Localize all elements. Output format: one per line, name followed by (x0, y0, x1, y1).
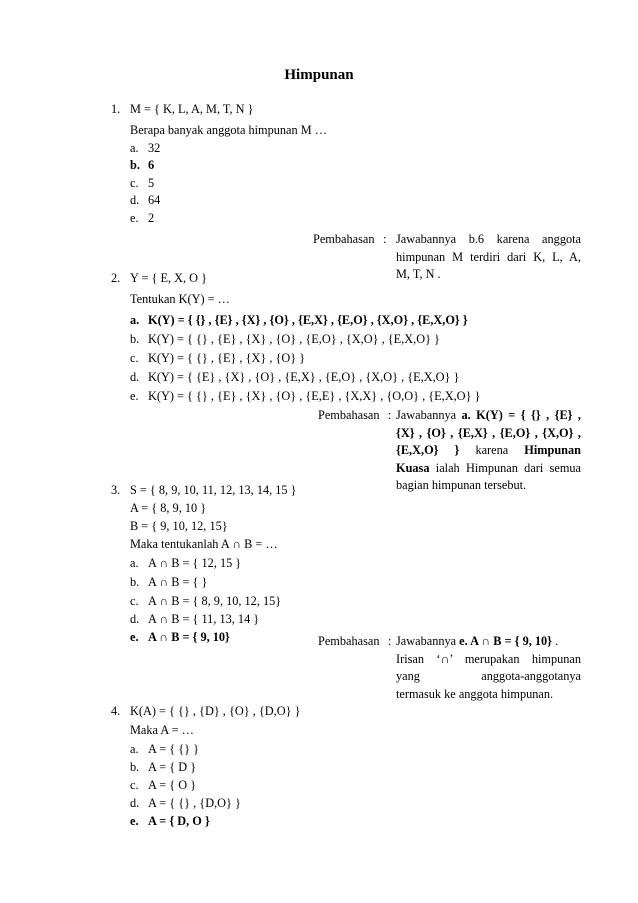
question-number: 2. (111, 271, 121, 285)
option-letter-answer: e. (130, 814, 139, 828)
option-letter: b. (130, 760, 140, 774)
option-text-answer: A = { D, O } (148, 814, 210, 828)
pembahasan-label: Pembahasan (318, 634, 380, 648)
option-text: A ∩ B = { 8, 9, 10, 12, 15} (148, 594, 282, 608)
option-text: K(Y) = { {} , {E} , {X} , {O} , {E,O} , {X,O} , {E,X,O} } (148, 332, 440, 346)
option-text: A = { {} } (148, 742, 200, 756)
pembahasan-colon: : (383, 232, 387, 246)
option-text: A = { {} , {D,O} } (148, 796, 241, 810)
question-set: M = { K, L, A, M, T, N } (130, 102, 254, 116)
pembahasan-colon: : (388, 634, 392, 648)
option-letter: e. (130, 389, 139, 403)
pembahasan-line: bagian himpunan tersebut. (396, 478, 527, 492)
option-letter: c. (130, 594, 139, 608)
option-letter: c. (130, 778, 139, 792)
pembahasan-text (396, 407, 581, 495)
option-text: K(Y) = { {E} , {X} , {O} , {E,X} , {E,O} , {X,O} , {E,X,O} } (148, 370, 460, 384)
option-text: A ∩ B = { } (148, 575, 208, 589)
option-letter: d. (130, 796, 140, 810)
pembahasan-line: termasuk ke anggota himpunan. (396, 686, 554, 701)
page-title: Himpunan (284, 67, 354, 83)
pembahasan-word: ialah Himpunan dari semua (435, 460, 581, 475)
option-text: 64 (148, 193, 161, 207)
option-letter: c. (130, 176, 139, 190)
option-letter: b. (130, 575, 140, 589)
option-text: A ∩ B = { 12, 15 } (148, 556, 242, 570)
option-letter-answer: b. (130, 158, 140, 172)
option-text-answer: 6 (148, 158, 155, 172)
option-letter: b. (130, 332, 140, 346)
pembahasan-colon: : (388, 408, 392, 422)
pembahasan-line (396, 460, 581, 478)
option-letter: a. (130, 141, 139, 155)
pembahasan-line: himpunan M terdiri dari K, L, A, (396, 249, 581, 264)
option-letter: a. (130, 742, 139, 756)
option-text: K(Y) = { {} , {E} , {X} , {O} } (148, 351, 306, 365)
question-prompt: Tentukan K(Y) = … (130, 292, 230, 306)
pembahasan-line (396, 407, 581, 425)
pembahasan-line (396, 633, 581, 651)
pembahasan-word: . (555, 634, 559, 648)
question-number: 1. (111, 102, 121, 116)
pembahasan-word: karena (475, 443, 509, 457)
option-text: K(Y) = { {} , {E} , {X} , {O} , {E,E} , {X,X} , {O,O} , {E,X,O} } (148, 389, 481, 403)
question-set: K(A) = { {} , {D} , {O} , {D,O} } (130, 704, 301, 718)
question-number: 4. (111, 704, 121, 718)
option-letter-answer: e. (130, 630, 139, 644)
pembahasan-term: Kuasa (396, 460, 430, 475)
pembahasan-word: Jawabannya (396, 634, 457, 648)
option-letter: c. (130, 351, 139, 365)
option-text: A ∩ B = { 11, 13, 14 } (148, 612, 260, 626)
option-letter: d. (130, 193, 140, 207)
pembahasan-line: yang anggota-anggotanya (396, 669, 581, 683)
pembahasan-text (396, 231, 581, 284)
option-text-answer: K(Y) = { {} , {E} , {X} , {O} , {E,X} , {E,O} , {X,O} , {E,X,O} } (148, 313, 468, 327)
question-set: Y = { E, X, O } (130, 271, 208, 285)
pembahasan-word: Jawabannya (396, 408, 457, 422)
option-text-answer: A ∩ B = { 9, 10} (148, 630, 230, 644)
pembahasan-term: Himpunan (524, 443, 581, 457)
question-number: 3. (111, 483, 121, 497)
pembahasan-answer: {E,X,O} } (396, 443, 460, 457)
question-prompt: Berapa banyak anggota himpunan M … (130, 123, 328, 137)
option-text: A = { D } (148, 760, 197, 774)
pembahasan-answer: a. K(Y) = { {} , {E} , (461, 408, 581, 422)
question-set: A = { 8, 9, 10 } (130, 501, 207, 515)
question-prompt: Maka tentukanlah A ∩ B = … (130, 537, 278, 551)
pembahasan-line: Irisan ‘∩’ merupakan himpunan (396, 651, 581, 666)
pembahasan-label: Pembahasan (318, 408, 380, 422)
option-letter: e. (130, 211, 139, 225)
option-letter: a. (130, 556, 139, 570)
question-set: S = { 8, 9, 10, 11, 12, 13, 14, 15 } (130, 483, 297, 497)
pembahasan-line (396, 442, 581, 460)
option-text: 2 (148, 211, 155, 225)
option-letter: d. (130, 612, 140, 626)
pembahasan-line: M, T, N . (396, 267, 441, 281)
question-set: B = { 9, 10, 12, 15} (130, 519, 228, 533)
option-text: 32 (148, 141, 161, 155)
option-letter-answer: a. (130, 313, 140, 327)
option-text: A = { O } (148, 778, 197, 792)
pembahasan-label: Pembahasan (313, 232, 375, 246)
pembahasan-answer: e. A ∩ B = { 9, 10} (459, 634, 553, 648)
pembahasan-line: {X} , {O} , {E,X} , {E,O} , {X,O} , (396, 425, 581, 440)
pembahasan-text (396, 633, 581, 703)
option-letter: d. (130, 370, 140, 384)
pembahasan-line: Jawabannya b.6 karena anggota (396, 232, 581, 246)
option-text: 5 (148, 176, 155, 190)
question-prompt: Maka A = … (130, 723, 194, 737)
